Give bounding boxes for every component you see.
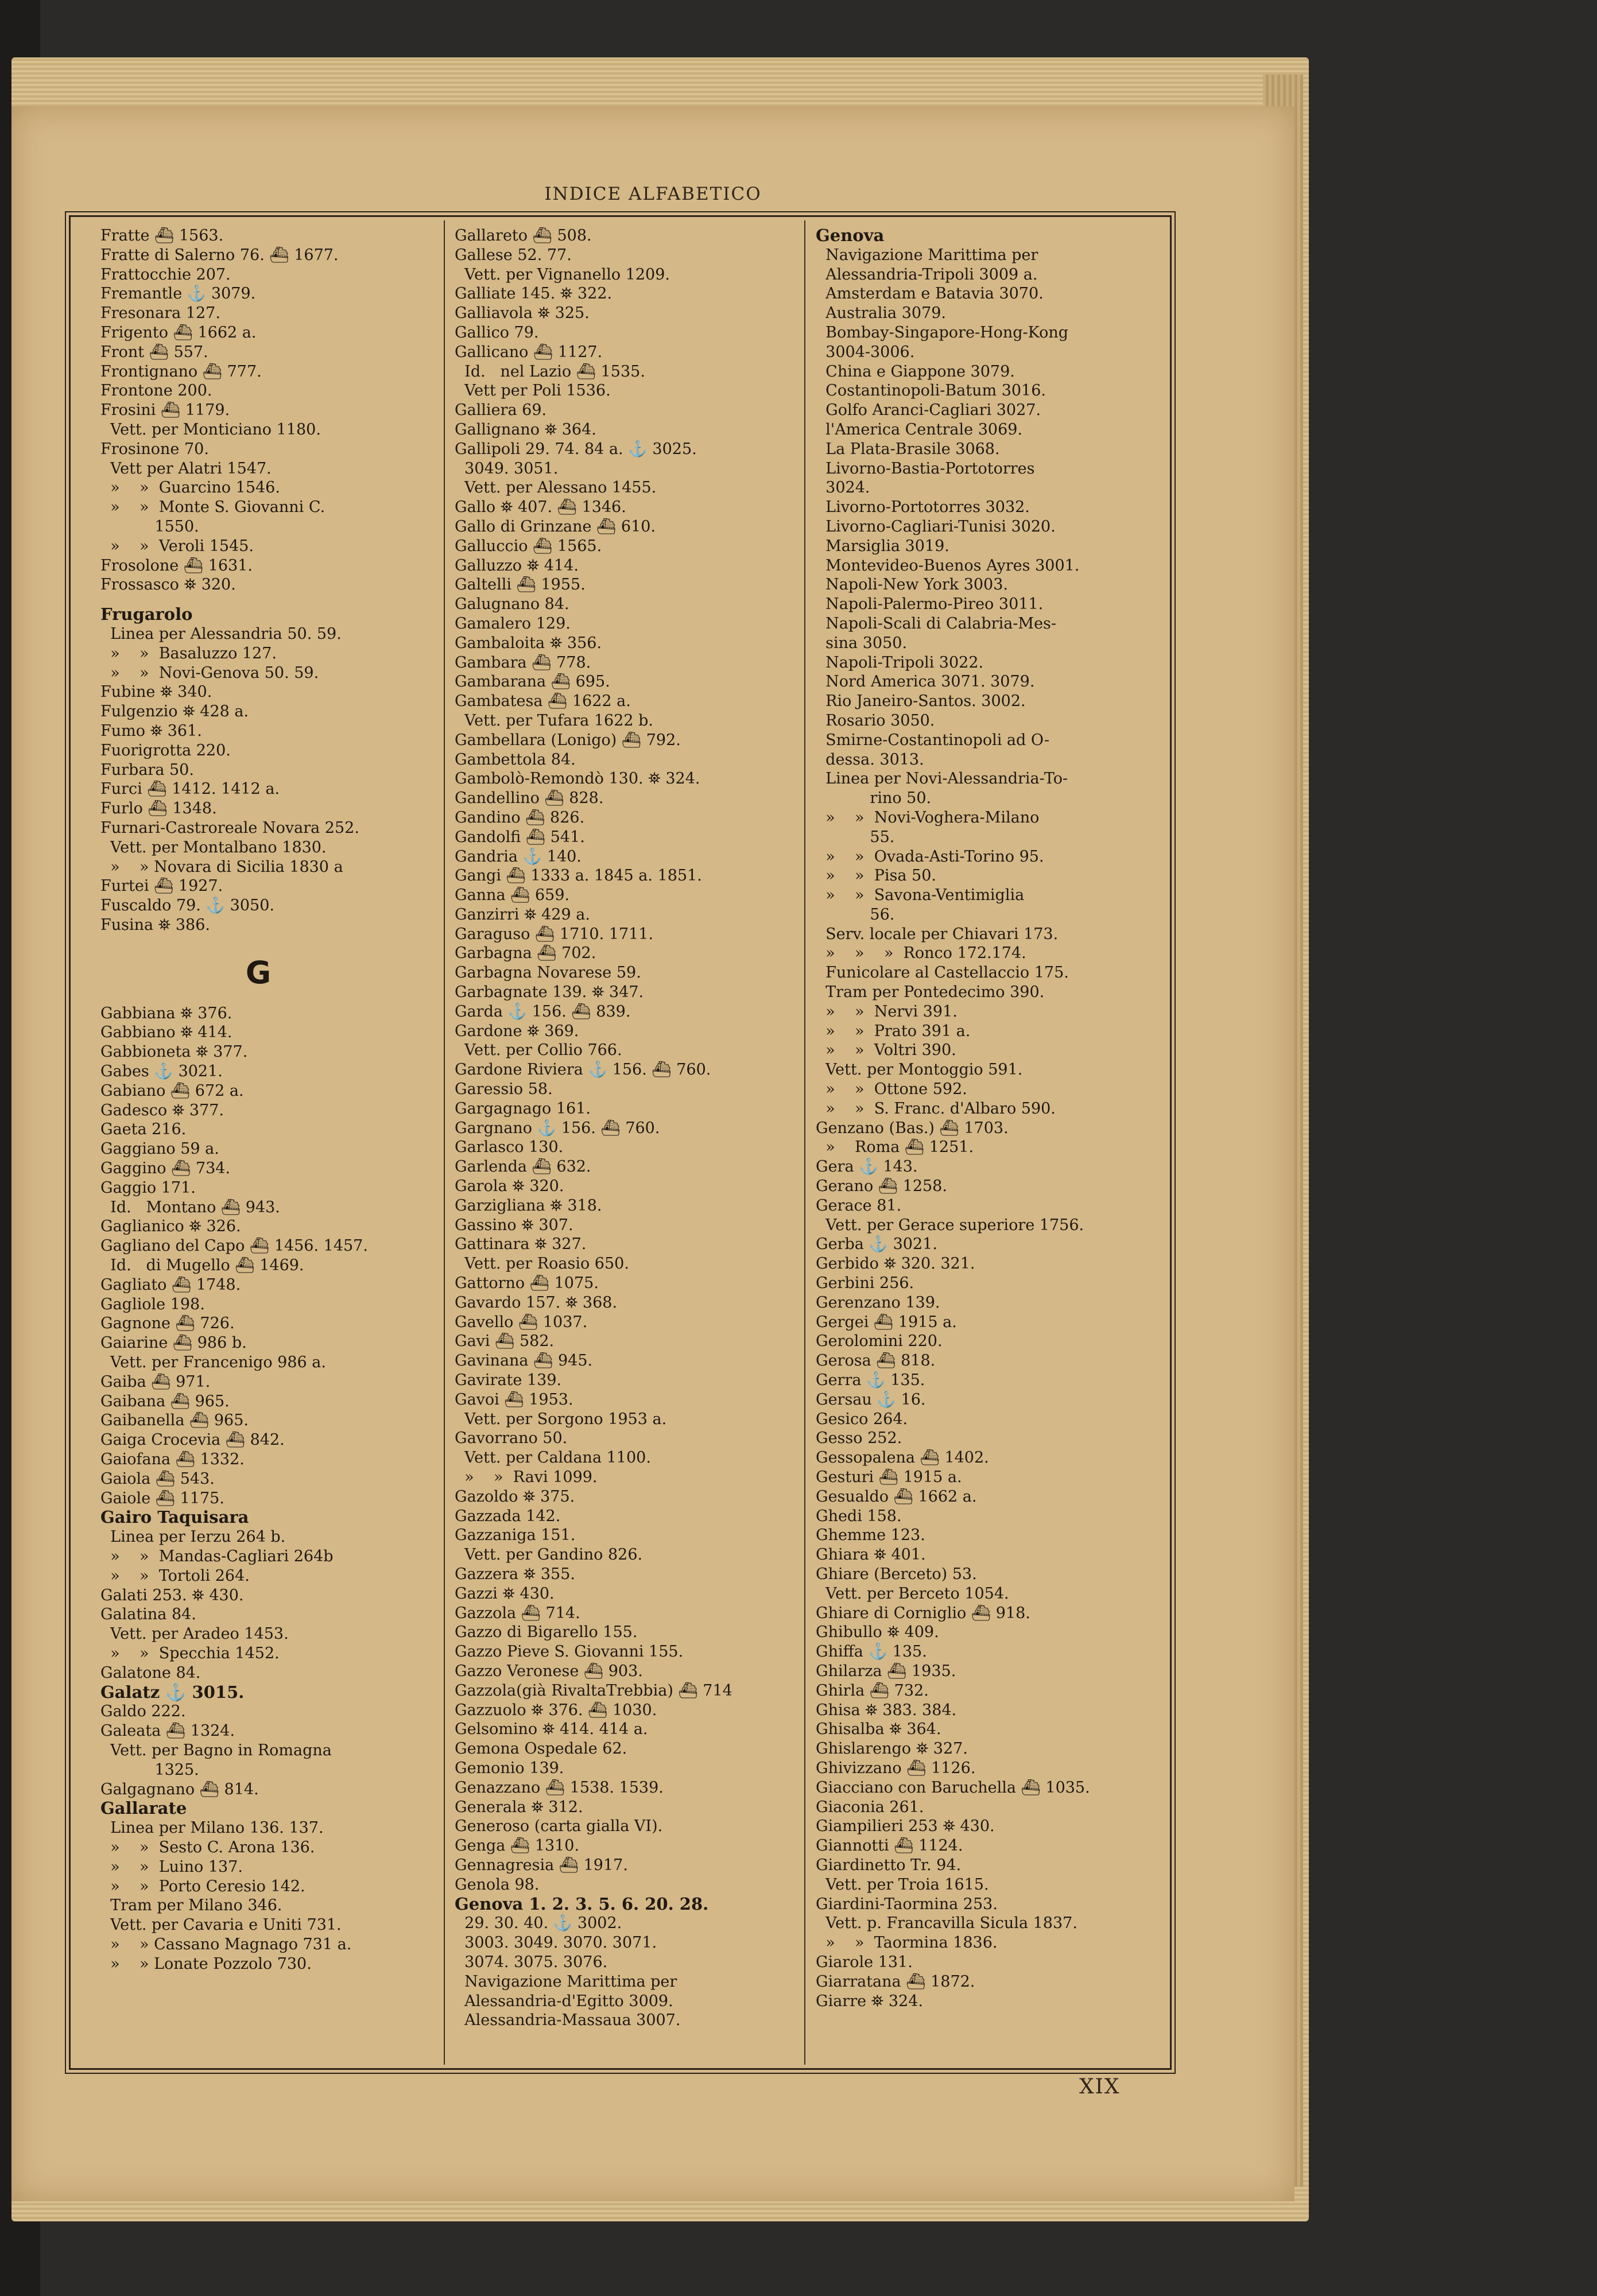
index-entry: Gallo ⛯ 407. ⛴ 1346. <box>455 498 626 517</box>
index-entry: Id. Montano ⛴ 943. <box>100 1198 280 1216</box>
index-entry: Gandellino ⛴ 828. <box>455 789 604 808</box>
index-entry: Giardini-Taormina 253. <box>816 1895 998 1913</box>
index-entry: Ghemme 123. <box>816 1526 925 1545</box>
index-entry: Galatina 84. <box>100 1605 196 1624</box>
index-entry: Ghiara ⛯ 401. <box>816 1546 926 1564</box>
index-entry: Gagliano del Capo ⛴ 1456. 1457. <box>100 1237 368 1255</box>
index-entry: » » Novi-Voghera-Milano <box>816 808 1040 827</box>
index-entry: Galeata ⛴ 1324. <box>100 1722 235 1740</box>
index-entry: Gaeta 216. <box>100 1120 187 1139</box>
index-entry: Ghiffa ⚓ 135. <box>816 1643 927 1661</box>
index-entry: Tram per Milano 346. <box>100 1896 282 1915</box>
index-entry: Gazzola(già RivaltaTrebbia) ⛴ 714 <box>455 1681 732 1700</box>
index-entry: Ghisa ⛯ 383. 384. <box>816 1701 957 1719</box>
index-entry: Gandria ⚓ 140. <box>455 847 582 866</box>
index-entry: Gallignano ⛯ 364. <box>455 420 596 439</box>
index-entry: Vett. per Alessano 1455. <box>455 479 657 497</box>
index-entry: Gabbiana ⛯ 376. <box>100 1004 232 1022</box>
index-entry: Furci ⛴ 1412. 1412 a. <box>100 780 280 798</box>
index-entry: Gagnone ⛴ 726. <box>100 1314 235 1333</box>
index-entry: Gazzera ⛯ 355. <box>455 1565 575 1583</box>
index-entry: Gerba ⚓ 3021. <box>816 1235 937 1254</box>
index-entry: Galati 253. ⛯ 430. <box>100 1586 244 1604</box>
index-entry: Gerenzano 139. <box>816 1293 940 1312</box>
index-entry: Gairo Taquisara <box>100 1508 249 1527</box>
index-entry: Gardone Riviera ⚓ 156. ⛴ 760. <box>455 1061 711 1079</box>
index-entry: Gabbiano ⛯ 414. <box>100 1023 232 1042</box>
index-entry: Gabiano ⛴ 672 a. <box>100 1081 244 1100</box>
index-entry: Costantinopoli-Batum 3016. <box>816 382 1046 400</box>
index-entry: Gallese 52. 77. <box>455 246 572 264</box>
index-entry: Frossasco ⛯ 320. <box>100 576 236 594</box>
index-entry: 3003. 3049. 3070. 3071. <box>455 1934 657 1952</box>
index-entry: Gerbido ⛯ 320. 321. <box>816 1255 975 1273</box>
index-entry: Marsiglia 3019. <box>816 537 949 555</box>
index-entry: Montevideo-Buenos Ayres 3001. <box>816 556 1080 575</box>
index-entry: Gagliole 198. <box>100 1295 205 1313</box>
index-entry: Ghirla ⛴ 732. <box>816 1681 929 1700</box>
index-entry: Serv. locale per Chiavari 173. <box>816 925 1059 943</box>
index-entry: Fuscaldo 79. ⚓ 3050. <box>100 897 274 915</box>
column-rule-2 <box>804 220 805 2065</box>
index-entry: Gavorrano 50. <box>455 1429 568 1448</box>
index-entry: Napoli-Tripoli 3022. <box>816 653 984 672</box>
index-entry: China e Giappone 3079. <box>816 362 1015 381</box>
index-entry: Napoli-New York 3003. <box>816 576 1008 594</box>
index-entry: Frosinone 70. <box>100 440 209 458</box>
index-entry: Napoli-Palermo-Pireo 3011. <box>816 595 1044 614</box>
index-entry: 56. <box>816 905 895 924</box>
index-entry: Tram per Pontedecimo 390. <box>816 983 1045 1002</box>
index-entry: Gassino ⛯ 307. <box>455 1216 573 1234</box>
index-entry: Genga ⛴ 1310. <box>455 1837 580 1855</box>
index-entry: Front ⛴ 557. <box>100 343 208 361</box>
index-entry: Rio Janeiro-Santos. 3002. <box>816 692 1026 711</box>
index-entry: Gaglianico ⛯ 326. <box>100 1217 241 1236</box>
index-entry: Fratte di Salerno 76. ⛴ 1677. <box>100 246 339 264</box>
index-entry: Gelsomino ⛯ 414. 414 a. <box>455 1720 648 1739</box>
index-entry: l'America Centrale 3069. <box>816 420 1023 439</box>
index-entry: Gerosa ⛴ 818. <box>816 1352 936 1370</box>
index-entry: Funicolare al Castellaccio 175. <box>816 964 1069 982</box>
index-entry: Galluzzo ⛯ 414. <box>455 556 579 575</box>
index-entry: 3024. <box>816 479 870 497</box>
index-entry: dessa. 3013. <box>816 750 924 769</box>
index-entry: 1550. <box>100 517 199 536</box>
index-entry: Australia 3079. <box>816 304 947 323</box>
index-entry: Gazzaniga 151. <box>455 1526 576 1545</box>
index-entry: Smirne-Costantinopoli ad O- <box>816 731 1050 749</box>
index-entry: » » » Ronco 172.174. <box>816 944 1026 963</box>
index-entry: Gagliato ⛴ 1748. <box>100 1275 241 1294</box>
index-entry: Fusina ⛯ 386. <box>100 916 210 934</box>
index-entry: Gavi ⛴ 582. <box>455 1332 555 1351</box>
index-entry: Gennagresia ⛴ 1917. <box>455 1856 628 1874</box>
index-entry: Gerace 81. <box>816 1196 902 1215</box>
index-entry: Garbagna ⛴ 702. <box>455 944 596 963</box>
index-entry: Gera ⚓ 143. <box>816 1158 918 1176</box>
index-entry: Gandolfi ⛴ 541. <box>455 828 585 846</box>
index-entry: Frosini ⛴ 1179. <box>100 401 230 420</box>
index-entry: 29. 30. 40. ⚓ 3002. <box>455 1914 622 1933</box>
index-entry: Gazzo Veronese ⛴ 903. <box>455 1662 643 1680</box>
index-entry: Vett. per Gerace superiore 1756. <box>816 1216 1084 1234</box>
index-entry: » » Guarcino 1546. <box>100 479 280 497</box>
index-entry: 3074. 3075. 3076. <box>455 1953 608 1971</box>
spacer <box>100 595 416 605</box>
index-entry: Gambellara (Lonigo) ⛴ 792. <box>455 731 681 749</box>
index-entry: » » Voltri 390. <box>816 1041 956 1060</box>
index-entry: » » Ovada-Asti-Torino 95. <box>816 847 1044 866</box>
index-entry: 3049. 3051. <box>455 459 559 478</box>
index-entry: Giarole 131. <box>816 1953 913 1971</box>
index-entry: Alessandria-Tripoli 3009 a. <box>816 265 1038 284</box>
index-entry: Frosolone ⛴ 1631. <box>100 556 253 575</box>
index-entry: Vett. per Collio 766. <box>455 1041 622 1060</box>
index-entry: » » Novara di Sicilia 1830 a <box>100 858 343 876</box>
index-entry: Golfo Aranci-Cagliari 3027. <box>816 401 1041 420</box>
index-entry: Fubine ⛯ 340. <box>100 683 212 701</box>
index-entry: » » Lonate Pozzolo 730. <box>100 1954 312 1973</box>
index-entry: Gambara ⛴ 778. <box>455 653 591 672</box>
index-entry: » » Ravi 1099. <box>455 1468 598 1486</box>
index-entry: Garola ⛯ 320. <box>455 1177 564 1196</box>
index-entry: Gaiba ⛴ 971. <box>100 1372 211 1391</box>
index-entry: Giarratana ⛴ 1872. <box>816 1972 975 1991</box>
index-entry: Gavello ⛴ 1037. <box>455 1313 588 1331</box>
index-entry: Gabes ⚓ 3021. <box>100 1062 223 1081</box>
section-letter-heading: G <box>245 954 272 991</box>
index-entry: Navigazione Marittima per <box>455 1972 677 1991</box>
index-entry: Galatone 84. <box>100 1663 201 1682</box>
page-number: XIX <box>1079 2075 1121 2099</box>
index-entry: Vett. per Troia 1615. <box>816 1875 989 1894</box>
index-entry: » » Prato 391 a. <box>816 1022 971 1040</box>
index-entry: Id. nel Lazio ⛴ 1535. <box>455 362 645 381</box>
index-entry: Vett. p. Francavilla Sicula 1837. <box>816 1914 1077 1933</box>
index-entry: Gazzuolo ⛯ 376. ⛴ 1030. <box>455 1701 657 1719</box>
index-entry: Galgagnano ⛴ 814. <box>100 1780 259 1798</box>
index-entry: Fratte ⛴ 1563. <box>100 227 224 245</box>
index-entry: Gemonio 139. <box>455 1759 564 1777</box>
index-entry: Vett. per Sorgono 1953 a. <box>455 1410 667 1428</box>
index-entry: sina 3050. <box>816 634 908 652</box>
index-entry: Gaggio 171. <box>100 1178 196 1197</box>
index-entry: Gambolò-Remondò 130. ⛯ 324. <box>455 770 700 788</box>
index-entry: Livorno-Portotorres 3032. <box>816 498 1030 517</box>
index-entry: Garaguso ⛴ 1710. 1711. <box>455 925 654 943</box>
index-entry: 3004-3006. <box>816 343 915 361</box>
index-entry: Gallareto ⛴ 508. <box>455 227 592 245</box>
index-entry: Garlasco 130. <box>455 1138 564 1157</box>
index-entry: » » Porto Ceresio 142. <box>100 1877 305 1895</box>
index-entry: Alessandria-Massaua 3007. <box>455 2011 681 2030</box>
index-entry: Genazzano ⛴ 1538. 1539. <box>455 1778 664 1797</box>
index-entry: Galtelli ⛴ 1955. <box>455 576 586 594</box>
index-entry: Ganzirri ⛯ 429 a. <box>455 905 590 924</box>
index-entry: Gerra ⚓ 135. <box>816 1371 925 1390</box>
index-entry: Genova 1. 2. 3. 5. 6. 20. 28. <box>455 1894 709 1914</box>
book-page <box>11 106 1294 2201</box>
index-entry: » » Specchia 1452. <box>100 1644 280 1662</box>
index-entry: Vett. per Montalbano 1830. <box>100 838 327 856</box>
index-entry: Ghedi 158. <box>816 1507 902 1525</box>
index-entry: Garda ⚓ 156. ⛴ 839. <box>455 1002 631 1021</box>
index-column-3 <box>812 226 1164 2062</box>
index-entry: Gemona Ospedale 62. <box>455 1740 627 1758</box>
running-head: INDICE ALFABETICO <box>544 184 762 204</box>
index-entry: Vett per Poli 1536. <box>455 382 611 400</box>
index-entry: Gallarate <box>100 1799 187 1818</box>
index-entry: Furlo ⛴ 1348. <box>100 800 217 818</box>
index-entry: Giannotti ⛴ 1124. <box>816 1837 963 1855</box>
index-entry: Napoli-Scali di Calabria-Mes- <box>816 614 1057 633</box>
index-entry: Giacciano con Baruchella ⛴ 1035. <box>816 1778 1090 1797</box>
index-entry: Gambarana ⛴ 695. <box>455 673 610 691</box>
index-entry: Gamalero 129. <box>455 614 571 633</box>
index-entry: Gazzo Pieve S. Giovanni 155. <box>455 1643 684 1661</box>
index-entry: Linea per Alessandria 50. 59. <box>100 625 342 643</box>
index-entry: Galliate 145. ⛯ 322. <box>455 285 613 303</box>
index-entry: Gesso 252. <box>816 1429 902 1448</box>
index-entry: 1325. <box>100 1760 199 1779</box>
index-entry: Nord America 3071. 3079. <box>816 673 1035 691</box>
index-entry: Fulgenzio ⛯ 428 a. <box>100 703 249 721</box>
index-entry: Gavinana ⛴ 945. <box>455 1352 593 1370</box>
index-entry: Gargagnago 161. <box>455 1099 591 1118</box>
index-entry: Giaconia 261. <box>816 1798 924 1816</box>
index-entry: Furnari-Castroreale Novara 252. <box>100 819 359 837</box>
index-entry: Vett. per Cavaria e Uniti 731. <box>100 1916 342 1934</box>
index-entry: Vett. per Berceto 1054. <box>816 1584 1009 1603</box>
index-entry: Gargnano ⚓ 156. ⛴ 760. <box>455 1119 660 1137</box>
index-entry: Gerbini 256. <box>816 1274 914 1293</box>
index-entry: Gaiarine ⛴ 986 b. <box>100 1334 247 1352</box>
index-entry: Gesturi ⛴ 1915 a. <box>816 1468 962 1486</box>
index-entry: Gergei ⛴ 1915 a. <box>816 1313 957 1331</box>
index-entry: Gaibanella ⛴ 965. <box>100 1411 249 1430</box>
index-frame <box>69 215 1172 2070</box>
index-entry: Gaggino ⛴ 734. <box>100 1159 231 1178</box>
index-entry: Galdo 222. <box>100 1702 186 1721</box>
index-entry: » » Mandas-Cagliari 264b <box>100 1548 334 1565</box>
index-entry: Furtei ⛴ 1927. <box>100 877 223 895</box>
index-entry: Vett. per Bagno in Romagna <box>100 1741 332 1759</box>
index-entry: Gabbioneta ⛯ 377. <box>100 1043 248 1061</box>
index-entry: Gaiga Crocevia ⛴ 842. <box>100 1431 285 1449</box>
index-entry: Ghivizzano ⛴ 1126. <box>816 1759 976 1777</box>
index-entry: Garbagna Novarese 59. <box>455 964 641 982</box>
index-entry: La Plata-Brasile 3068. <box>816 440 1000 458</box>
index-entry: Gaggiano 59 a. <box>100 1140 219 1158</box>
index-entry: 55. <box>816 828 895 846</box>
index-entry: Gazzo di Bigarello 155. <box>455 1623 638 1642</box>
index-entry: Vett. per Francenigo 986 a. <box>100 1353 326 1372</box>
index-entry: Vett. per Vignanello 1209. <box>455 265 670 284</box>
index-entry: Galluccio ⛴ 1565. <box>455 537 602 555</box>
index-entry: Gavardo 157. ⛯ 368. <box>455 1293 618 1312</box>
index-entry: » » Veroli 1545. <box>100 537 254 555</box>
index-entry: » » S. Franc. d'Albaro 590. <box>816 1099 1056 1118</box>
index-entry: Gambettola 84. <box>455 750 576 769</box>
index-entry: Ghislarengo ⛯ 327. <box>816 1740 968 1758</box>
index-entry: Gattinara ⛯ 327. <box>455 1235 587 1254</box>
index-entry: » » Luino 137. <box>100 1857 243 1876</box>
index-entry: Garessio 58. <box>455 1080 553 1099</box>
index-entry: Galugnano 84. <box>455 595 569 614</box>
index-entry: rino 50. <box>816 789 932 808</box>
index-entry: Gazzola ⛴ 714. <box>455 1604 580 1622</box>
index-entry: Genova <box>816 226 885 245</box>
index-entry: » Roma ⛴ 1251. <box>816 1138 974 1157</box>
index-entry: Gangi ⛴ 1333 a. 1845 a. 1851. <box>455 867 702 885</box>
index-entry: Vett. per Gandino 826. <box>455 1546 643 1564</box>
index-entry: Garzigliana ⛯ 318. <box>455 1196 602 1215</box>
index-entry: Livorno-Bastia-Portotorres <box>816 459 1035 478</box>
index-entry: Linea per Novi-Alessandria-To- <box>816 770 1068 788</box>
index-entry: Fremantle ⚓ 3079. <box>100 285 256 303</box>
index-entry: Gaiola ⛴ 543. <box>100 1469 215 1488</box>
index-entry: Ghisalba ⛯ 364. <box>816 1720 941 1739</box>
index-entry: Alessandria-d'Egitto 3009. <box>455 1992 673 2010</box>
index-entry: Frigento ⛴ 1662 a. <box>100 323 257 342</box>
index-entry: Rosario 3050. <box>816 711 935 730</box>
index-entry: Gazoldo ⛯ 375. <box>455 1487 575 1506</box>
index-entry: Garbagnate 139. ⛯ 347. <box>455 983 644 1002</box>
index-entry: » » Ottone 592. <box>816 1080 967 1099</box>
index-entry: Frontone 200. <box>100 382 212 400</box>
index-entry: Gaiofana ⛴ 1332. <box>100 1450 245 1469</box>
index-entry: Gersau ⚓ 16. <box>816 1390 926 1409</box>
index-entry: Vett per Alatri 1547. <box>100 459 272 478</box>
index-entry: Galatz ⚓ 3015. <box>100 1682 245 1702</box>
index-entry: Vett. per Roasio 650. <box>455 1255 629 1273</box>
index-entry: Gazzada 142. <box>455 1507 561 1525</box>
index-entry: » » Sesto C. Arona 136. <box>100 1838 315 1856</box>
index-entry: Gaibana ⛴ 965. <box>100 1392 230 1410</box>
index-entry: Giardinetto Tr. 94. <box>816 1856 962 1874</box>
index-entry: Giarre ⛯ 324. <box>816 1992 923 2010</box>
index-entry: Giampilieri 253 ⛯ 430. <box>816 1817 995 1836</box>
index-entry: Frattocchie 207. <box>100 265 231 284</box>
index-entry: » » Basaluzzo 127. <box>100 644 277 662</box>
index-entry: » » Nervi 391. <box>816 1002 958 1021</box>
index-entry: Gesualdo ⛴ 1662 a. <box>816 1487 977 1506</box>
index-entry: Gallo di Grinzane ⛴ 610. <box>455 517 656 536</box>
index-entry: Gambatesa ⛴ 1622 a. <box>455 692 631 711</box>
index-entry: Furbara 50. <box>100 761 194 779</box>
index-entry: Amsterdam e Batavia 3070. <box>816 285 1044 303</box>
index-entry: Gesico 264. <box>816 1410 908 1428</box>
column-rule-1 <box>444 220 445 2065</box>
index-entry: Vett. per Montoggio 591. <box>816 1061 1023 1079</box>
index-entry: Ganna ⛴ 659. <box>455 886 570 905</box>
index-entry: Genzano (Bas.) ⛴ 1703. <box>816 1119 1009 1137</box>
index-entry: Gerano ⛴ 1258. <box>816 1177 947 1196</box>
index-entry: Vett. per Tufara 1622 b. <box>455 711 654 730</box>
index-entry: Vett. per Monticiano 1180. <box>100 420 321 439</box>
index-entry: Gerolomini 220. <box>816 1332 943 1351</box>
index-entry: Gallipoli 29. 74. 84 a. ⚓ 3025. <box>455 440 697 458</box>
index-entry: Genola 98. <box>455 1875 540 1894</box>
index-column-1 <box>97 226 420 2062</box>
index-entry: » » Monte S. Giovanni C. <box>100 498 325 517</box>
index-entry: Fumo ⛯ 361. <box>100 722 202 740</box>
index-entry: Gaiole ⛴ 1175. <box>100 1489 224 1507</box>
index-entry: Ghiare di Corniglio ⛴ 918. <box>816 1604 1030 1622</box>
index-entry: Fuorigrotta 220. <box>100 741 231 759</box>
index-entry: Gallicano ⛴ 1127. <box>455 343 603 361</box>
index-entry: » » Taormina 1836. <box>816 1934 998 1952</box>
index-entry: Gavirate 139. <box>455 1371 562 1390</box>
index-entry: Ghibullo ⛯ 409. <box>816 1623 939 1642</box>
index-entry: » » Cassano Magnago 731 a. <box>100 1935 352 1953</box>
index-entry: Gallico 79. <box>455 323 539 342</box>
index-entry: Ghiare (Berceto) 53. <box>816 1565 977 1583</box>
index-entry: Gattorno ⛴ 1075. <box>455 1274 599 1293</box>
index-entry: Gadesco ⛯ 377. <box>100 1101 224 1119</box>
index-entry: » » Pisa 50. <box>816 867 936 885</box>
index-entry: Garlenda ⛴ 632. <box>455 1158 591 1176</box>
index-entry: Gandino ⛴ 826. <box>455 808 585 827</box>
index-entry: Bombay-Singapore-Hong-Kong <box>816 323 1069 342</box>
index-entry: Livorno-Cagliari-Tunisi 3020. <box>816 517 1056 536</box>
index-entry: Linea per Milano 136. 137. <box>100 1819 324 1837</box>
index-entry: Linea per Ierzu 264 b. <box>100 1528 286 1546</box>
index-entry: Frugarolo <box>100 605 193 625</box>
index-entry: Gardone ⛯ 369. <box>455 1022 579 1040</box>
column-1-top-entries <box>100 226 416 935</box>
index-entry: » » Savona-Ventimiglia <box>816 886 1025 905</box>
index-entry: Navigazione Marittima per <box>816 246 1038 264</box>
index-entry: » » Tortoli 264. <box>100 1566 250 1585</box>
index-entry: Galliavola ⛯ 325. <box>455 304 590 323</box>
index-entry: Gazzi ⛯ 430. <box>455 1584 555 1603</box>
index-entry: Vett. per Caldana 1100. <box>455 1449 651 1467</box>
index-entry: » » Novi-Genova 50. 59. <box>100 664 319 682</box>
index-entry: Generala ⛯ 312. <box>455 1798 583 1816</box>
column-1-bottom-entries <box>100 1004 416 1974</box>
index-entry: Frontignano ⛴ 777. <box>100 362 262 381</box>
index-entry: Vett. per Aradeo 1453. <box>100 1625 289 1643</box>
index-entry: Gessopalena ⛴ 1402. <box>816 1449 989 1467</box>
index-entry: Id. di Mugello ⛴ 1469. <box>100 1256 304 1275</box>
index-entry: Fresonara 127. <box>100 304 220 323</box>
index-entry: Ghilarza ⛴ 1935. <box>816 1662 956 1680</box>
index-entry: Gambaloita ⛯ 356. <box>455 634 602 652</box>
index-entry: Gavoi ⛴ 1953. <box>455 1390 573 1409</box>
index-column-2 <box>451 226 780 2062</box>
index-entry: Galliera 69. <box>455 401 547 420</box>
index-entry: Generoso (carta gialla VI). <box>455 1817 663 1836</box>
